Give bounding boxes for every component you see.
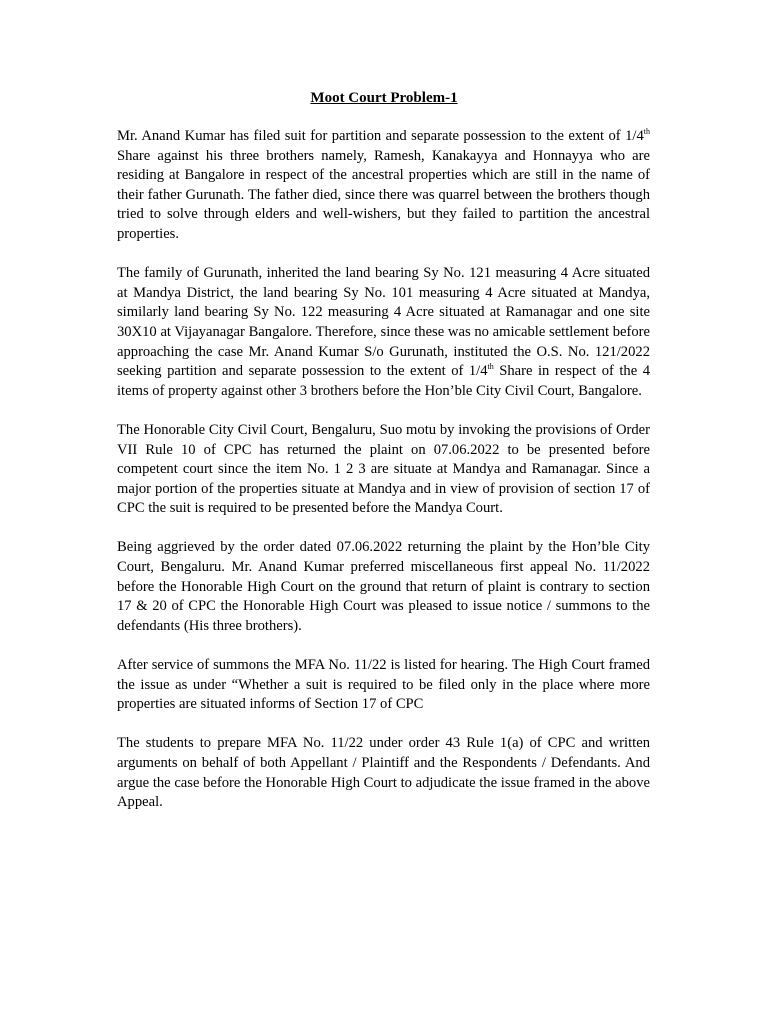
paragraph-3: The Honorable City Civil Court, Bengaluru, Suo motu by invoking the provisions of Order VII Rule 10 of CPC has returned the plaint on 07.06.2022 to be presented before competent court since the item No. 1 2 3 are situate at Mandya and Ramanagar. Since a major portion of the properties situate at Mandya and in view of provision of section 17 of CPC the suit is required to be presented before the Mandya Court. [117, 421, 650, 517]
paragraph-2 [117, 264, 650, 401]
paragraph-2-superscript: th [487, 362, 494, 372]
paragraph-5: After service of summons the MFA No. 11/22 is listed for hearing. The High Court framed the issue as under “Whether a suit is required to be filed only in the place where more properties are situated informs of Section 17 of CPC [117, 657, 650, 713]
paragraph-1-text-b: Share against his three brothers namely, Ramesh, Kanakayya and Honnayya who are residing at Bangalore in respect of the ancestral properties which are still in the name of their father Gurunath. The father died, since there was quarrel between the brothers though tried to solve through elders and well-wishers, but they failed to partition the ancestral properties. [117, 147, 650, 242]
page-title [0, 88, 768, 108]
paragraph-6: The students to prepare MFA No. 11/22 under order 43 Rule 1(a) of CPC and written arguments on behalf of both Appellant / Plaintiff and the Respondents / Defendants. And argue the case before the Honorable High Court to adjudicate the issue framed in the above Appeal. [117, 735, 650, 811]
paragraph-2-text-a: The family of Gurunath, inherited the land bearing Sy No. 121 measuring 4 Acre situated at Mandya District, the land bearing Sy No. 101 measuring 4 Acre situated at Mandya, similarly land bearing Sy No. 122 measuring 4 Acre situated at Ramanagar and one site 30X10 at Vijayanagar Bangalore. Therefore, since these was no amicable settlement before approaching the case Mr. Anand Kumar S/o Gurunath, instituted the O.S. No. 121/2022 seeking partition and separate possession to the extent of 1/4 [117, 265, 650, 380]
paragraph-1 [117, 127, 650, 245]
paragraph-2-text-b: Share in respect of the 4 items of property against other 3 brothers before the Hon’ble City Civil Court, Bangalore. [117, 363, 650, 399]
document-body [117, 127, 650, 832]
title-text: Moot Court Problem-1 [310, 90, 458, 106]
paragraph-1-superscript: th [643, 127, 650, 136]
paragraph-4: Being aggrieved by the order dated 07.06.2022 returning the plaint by the Hon’ble City Court, Bengaluru. Mr. Anand Kumar preferred miscellaneous first appeal No. 11/2022 before the Honorable High Court on the ground that return of plaint is contrary to section 17 & 20 of CPC the Honorable High Court was pleased to issue notice / summons to the defendants (His three brothers). [117, 539, 650, 634]
paragraph-1-text-a: Mr. Anand Kumar has filed suit for partition and separate possession to the extent of 1/4 [117, 128, 644, 144]
